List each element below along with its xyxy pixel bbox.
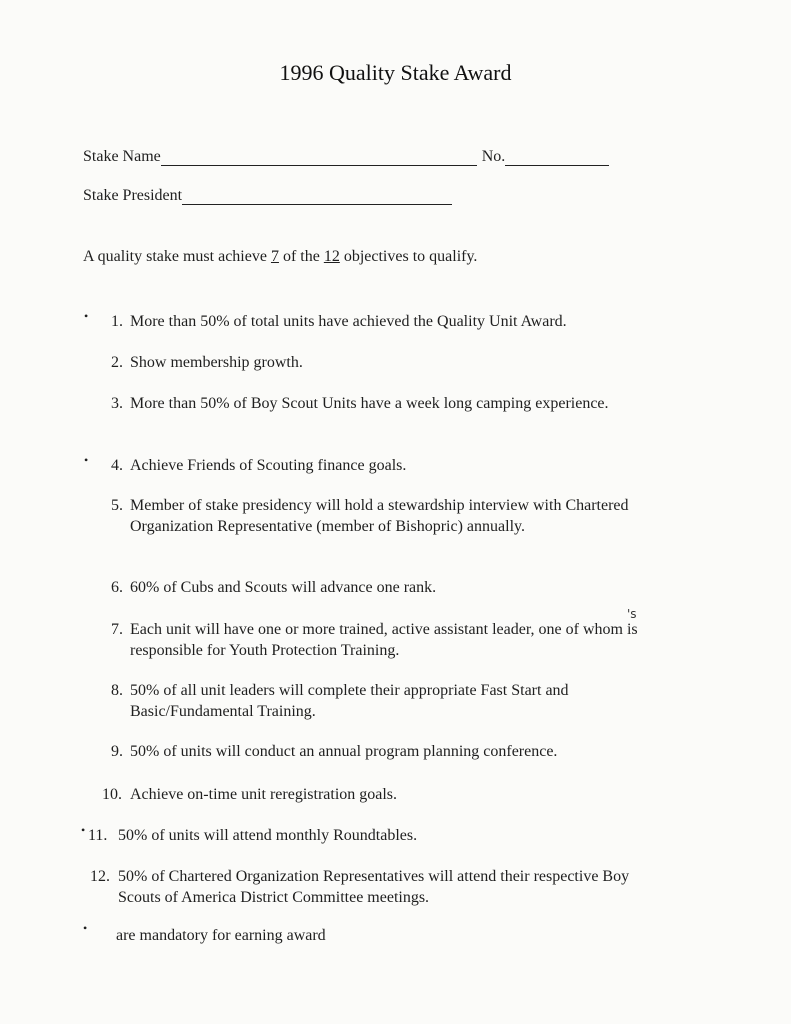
stake-president-label: Stake President <box>83 187 183 204</box>
objective-text: Achieve on-time unit reregistration goals. <box>130 786 398 803</box>
number-label: No. <box>481 148 506 165</box>
objective-number: 10. <box>102 786 122 803</box>
stake-name-row <box>83 148 609 166</box>
stake-president-row <box>83 187 452 205</box>
objective-number: 12. <box>90 868 110 885</box>
total-count: 12 <box>323 248 340 265</box>
mandatory-bullet: • <box>84 309 89 323</box>
objective-number: 2. <box>111 354 123 371</box>
objective-text: 50% of Chartered Organization Representatives will attend their respective Boy Scouts of America District Committee meetings. <box>118 868 630 906</box>
objective-text: Show membership growth. <box>130 354 303 371</box>
objective-number: 4. <box>111 457 123 474</box>
objective-text: More than 50% of total units have achieved the Quality Unit Award. <box>130 313 567 330</box>
required-count: 7 <box>270 248 279 265</box>
objective-number: 7. <box>111 621 123 638</box>
handwritten-annotation: 's <box>627 607 637 621</box>
qualification-statement <box>83 248 477 266</box>
objective-number: 6. <box>111 579 123 596</box>
stake-president-blank <box>182 190 452 205</box>
mandatory-bullet: • <box>83 921 88 935</box>
objective-number: 3. <box>111 395 123 412</box>
objective-text: 50% of all unit leaders will complete their appropriate Fast Start and Basic/Fundamental Training. <box>130 682 569 720</box>
intro-text-start: A quality stake must achieve <box>83 248 271 265</box>
objective-number: 9. <box>111 743 123 760</box>
stake-name-blank <box>161 151 477 166</box>
objective-number: 8. <box>111 682 123 699</box>
objective-text: Each unit will have one or more trained, active assistant leader, one of whom is responsible for Youth Protection Training. <box>130 621 638 659</box>
objective-number: 5. <box>111 497 123 514</box>
stake-name-label: Stake Name <box>83 148 161 165</box>
objective-text: 50% of units will attend monthly Roundtables. <box>118 827 418 844</box>
objective-text: More than 50% of Boy Scout Units have a week long camping experience. <box>130 395 609 412</box>
number-blank <box>505 151 609 166</box>
intro-text-middle: of the <box>278 248 324 265</box>
mandatory-bullet: • <box>84 453 89 467</box>
objective-text: 50% of units will conduct an annual program planning conference. <box>130 743 558 760</box>
objective-number: 1. <box>111 313 123 330</box>
objective-text: 60% of Cubs and Scouts will advance one rank. <box>130 579 437 596</box>
mandatory-bullet: • <box>81 823 86 837</box>
objective-text: Member of stake presidency will hold a stewardship interview with Chartered Organization Representative (member of Bishopric) annually. <box>130 497 629 535</box>
footnote-text: are mandatory for earning award <box>116 927 326 944</box>
page-title: 1996 Quality Stake Award <box>279 60 512 85</box>
intro-text-end: objectives to qualify. <box>339 248 478 265</box>
objective-number: 11. <box>88 827 108 844</box>
objective-text: Achieve Friends of Scouting finance goals. <box>130 457 407 474</box>
